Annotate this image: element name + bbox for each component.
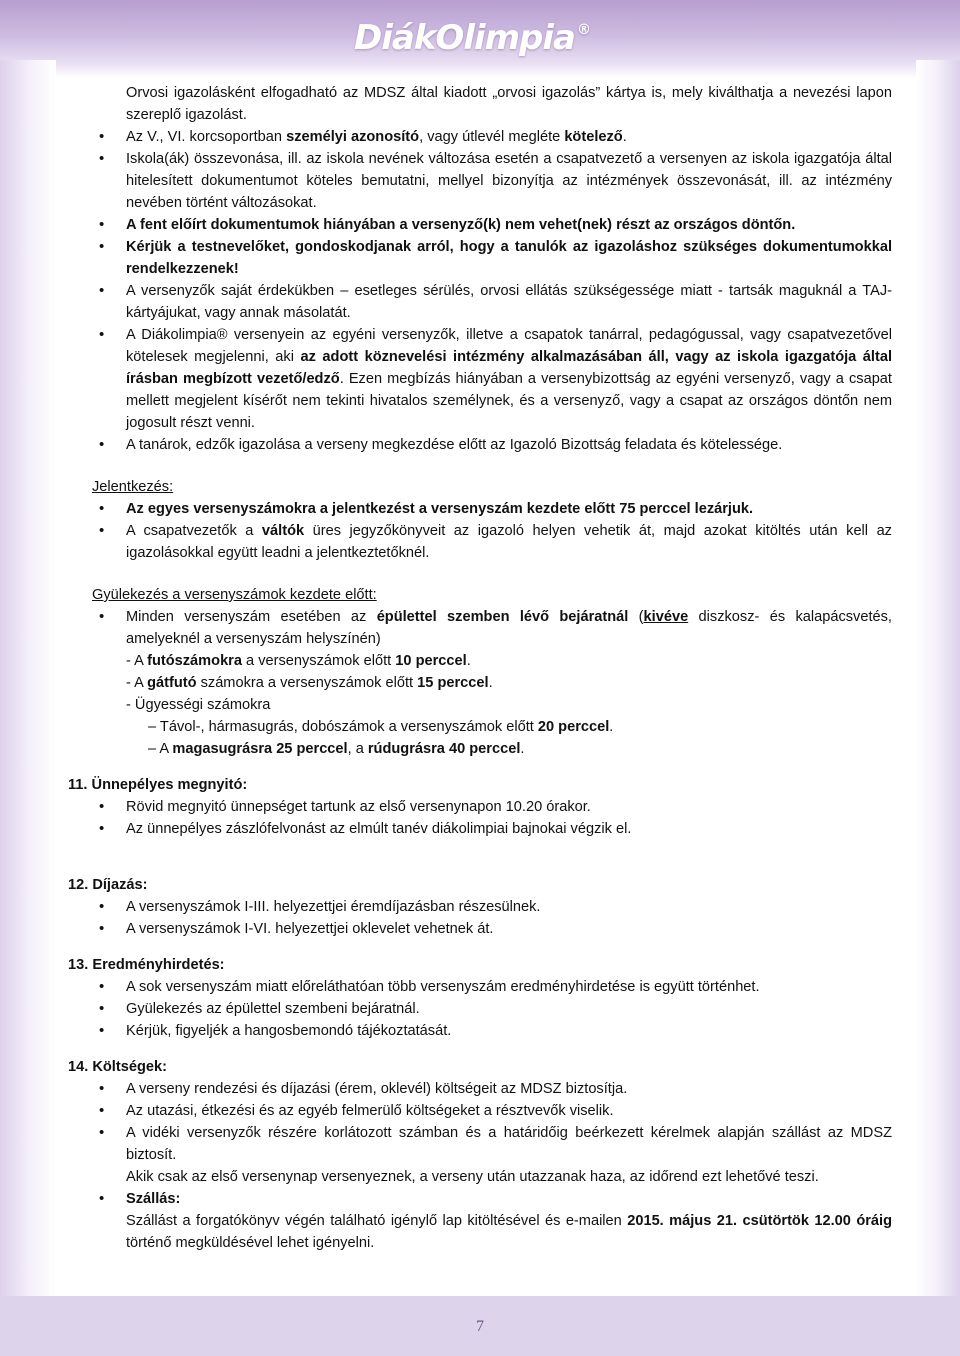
section-12-list	[92, 896, 892, 940]
section-14-list	[92, 1078, 892, 1166]
list-item: • A csapatvezetők a váltók üres jegyzőkönyveit az igazoló helyen vehetik át, majd azokat kitöltés után kell az igazolásokkal együtt leadni a jelentkeztetőknél.	[92, 520, 892, 564]
gyulekezes-subline: – Távol-, hármasugrás, dobószámok a versenyszámok előtt 20 perccel.	[148, 719, 614, 735]
diakolimpia-logo: DiákOlimpia ®	[353, 18, 590, 58]
list-item: • A sok versenyszám miatt előreláthatóan több versenyszám eredményhirdetése is együtt történhet.	[92, 976, 892, 998]
list-item: • Az utazási, étkezési és az egyéb felmerülő költségeket a résztvevők viselik.	[92, 1100, 892, 1122]
gyulekezes-line: - Ügyességi számokra	[126, 697, 271, 713]
list-item: • Iskola(ák) összevonása, ill. az iskola nevének változása esetén a csapatvezető a versenyen az iskola igazgatója által hitelesített dokumentumot köteles bemutatni, mellyel bizonyítja az intézmények összevonását, ill. az intézmény nevében történt változásokat.	[92, 148, 892, 214]
gyulekezes-line: - A futószámokra a versenyszámok előtt 10 perccel.	[126, 653, 471, 669]
list-item: • Minden versenyszám esetében az épülettel szemben lévő bejáratnál (kivéve diszkosz- és kalapácsvetés, amelyeknél a versenyszám helyszínén)	[92, 606, 892, 650]
list-item: • Kérjük a testnevelőket, gondoskodjanak arról, hogy a tanulók az igazoláshoz szükséges dokumentumokkal rendelkezzenek!	[92, 236, 892, 280]
szallas-list	[92, 1188, 892, 1210]
section-14-note: Akik csak az első versenynap versenyeznek, a verseny után utazzanak haza, az időrend ezt lehetővé teszi.	[126, 1169, 819, 1185]
section-12-heading: 12. Díjazás:	[68, 877, 148, 893]
right-decoration	[916, 60, 960, 1300]
jelentkezes-list	[92, 498, 892, 564]
list-item: • A versenyszámok I-VI. helyezettjei oklevelet vehetnek át.	[92, 918, 892, 940]
list-item: • A Diákolimpia® versenyein az egyéni versenyzők, illetve a csapatok tanárral, pedagógussal, vagy csapatvezetővel kötelesek megjelenni, aki az adott köznevelési intézmény alkalmazásában áll, vagy az iskola igazgatója által írásban megbízott vezető/edző. Ezen megbízás hiányában a versenybizottság az egyéni versenyző, vagy a csapat mellett megjelent kísérőt nem tekinti hivatalos személynek, és a versenyző, vagy a csapat az országos döntőn nem jogosult részt venni.	[92, 324, 892, 434]
gyulekezes-heading: Gyülekezés a versenyszámok kezdete előtt:	[92, 587, 377, 603]
requirements-list	[92, 126, 892, 456]
szallas-text: Szállást a forgatókönyv végén található igénylő lap kitöltésével és e-mailen 2015. május 21. csütörtök 12.00 óráig történő megküldésével lehet igényelni.	[126, 1213, 892, 1251]
list-item: • A fent előírt dokumentumok hiányában a versenyző(k) nem vehet(nek) részt az országos döntőn.	[92, 214, 892, 236]
list-item: • A tanárok, edzők igazolása a verseny megkezdése előtt az Igazoló Bizottság feladata és kötelessége.	[92, 434, 892, 456]
list-item: • A versenyzők saját érdekükben – esetleges sérülés, orvosi ellátás szükségessége miatt - tartsák maguknál a TAJ-kártyájukat, vagy annak másolatát.	[92, 280, 892, 324]
list-item: • Gyülekezés az épülettel szembeni bejáratnál.	[92, 998, 892, 1020]
list-item: • Rövid megnyitó ünnepséget tartunk az első versenynapon 10.20 órakor.	[92, 796, 892, 818]
list-item: • A verseny rendezési és díjazási (érem, oklevél) költségeit az MDSZ biztosítja.	[92, 1078, 892, 1100]
gyulekezes-line: - A gátfutó számokra a versenyszámok előtt 15 perccel.	[126, 675, 493, 691]
page-content	[68, 82, 892, 1254]
list-item: • Szállás:	[92, 1188, 892, 1210]
list-item: • Az ünnepélyes zászlófelvonást az elmúlt tanév diákolimpiai bajnokai végzik el.	[92, 818, 892, 840]
gyulekezes-subline: – A magasugrásra 25 perccel, a rúdugrásra 40 perccel.	[148, 741, 525, 757]
section-11-list	[92, 796, 892, 840]
page-number: 7	[476, 1318, 484, 1335]
gyulekezes-list	[92, 606, 892, 650]
section-13-heading: 13. Eredményhirdetés:	[68, 957, 225, 973]
list-item: • A versenyszámok I-III. helyezettjei éremdíjazásban részesülnek.	[92, 896, 892, 918]
intro-paragraph: Orvosi igazolásként elfogadható az MDSZ által kiadott „orvosi igazolás” kártya is, mely kiválthatja a nevezési lapon szereplő igazolást.	[126, 85, 892, 123]
jelentkezes-heading: Jelentkezés:	[92, 479, 174, 495]
left-decoration	[0, 60, 56, 1300]
section-13-list	[92, 976, 892, 1042]
list-item: • A vidéki versenyzők részére korlátozott számban és a határidőig beérkezett kérelmek alapján szállást az MDSZ biztosít.	[92, 1122, 892, 1166]
list-item: • Az egyes versenyszámokra a jelentkezést a versenyszám kezdete előtt 75 perccel lezárjuk.	[92, 498, 892, 520]
section-14-heading: 14. Költségek:	[68, 1059, 167, 1075]
list-item: • Kérjük, figyeljék a hangosbemondó tájékoztatását.	[92, 1020, 892, 1042]
section-11-heading: 11. Ünnepélyes megnyitó:	[68, 777, 248, 793]
list-item: • Az V., VI. korcsoportban személyi azonosító, vagy útlevél megléte kötelező.	[92, 126, 892, 148]
